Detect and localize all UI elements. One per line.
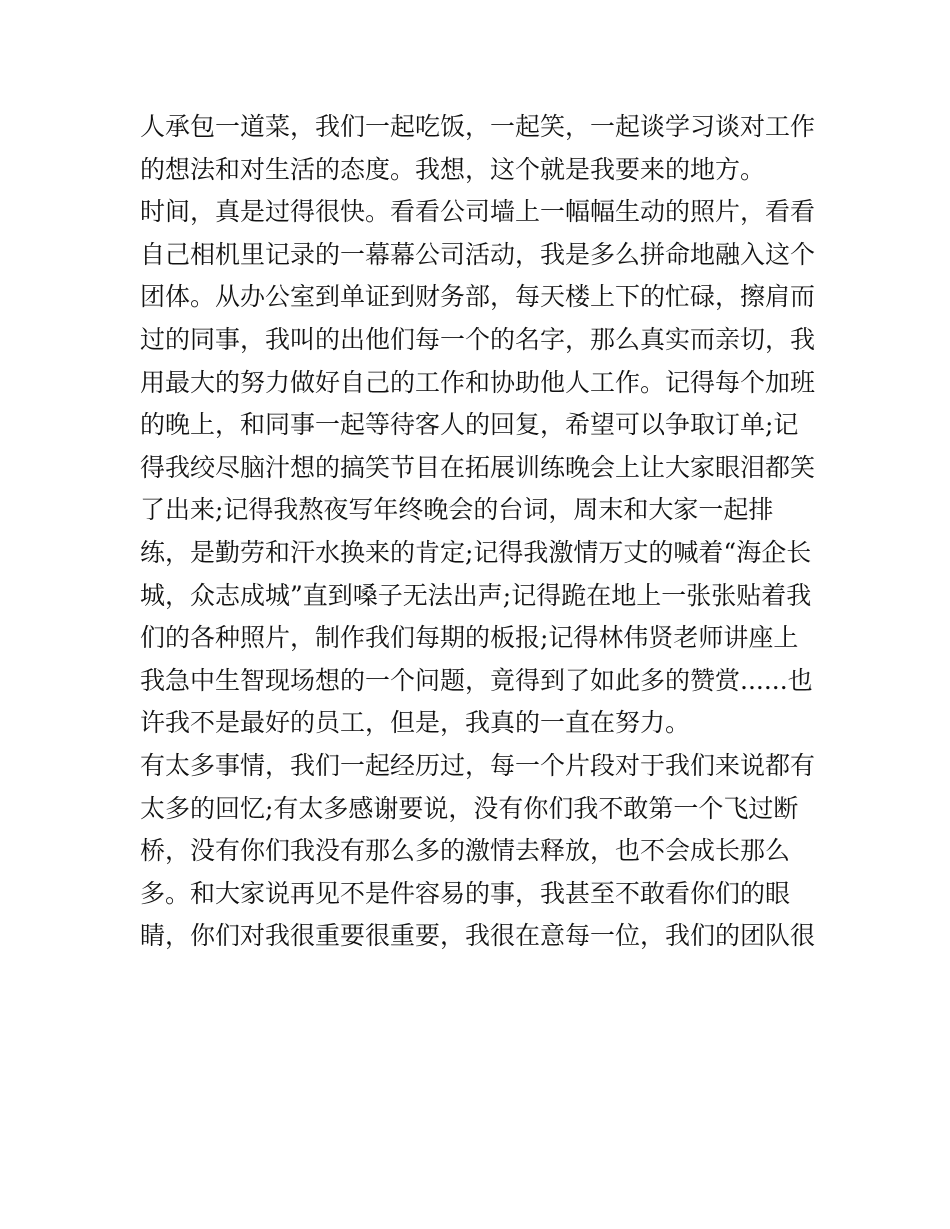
text-line-1: 人承包一道菜，我们一起吃饭，一起笑，一起谈学习谈对工作	[140, 112, 816, 141]
body-text	[140, 106, 820, 958]
text-line-16: 有太多事情，我们一起经历过，每一个片段对于我们来说都有	[140, 750, 816, 780]
text-line-17: 太多的回忆;有太多感谢要说，没有你们我不敢第一个飞过断	[140, 793, 799, 823]
text-line-8: 的晚上，和同事一起等待客人的回复，希望可以争取订单;记	[140, 410, 799, 440]
text-line-4: 自己相机里记录的一幕幕公司活动，我是多么拼命地融入这个	[140, 239, 816, 269]
text-line-9: 得我绞尽脑汁想的搞笑节目在拓展训练晚会上让大家眼泪都笑	[140, 452, 816, 482]
text-line-3: 时间，真是过得很快。看看公司墙上一幅幅生动的照片，看看	[140, 197, 816, 227]
text-line-13: 们的各种照片，制作我们每期的板报;记得林伟贤老师讲座上	[140, 623, 799, 653]
text-line-20: 睛，你们对我很重要很重要，我很在意每一位，我们的团队很	[140, 921, 816, 951]
text-line-14: 我急中生智现场想的一个问题，竟得到了如此多的赞赏......也	[140, 665, 813, 695]
text-line-10: 了出来;记得我熬夜写年终晚会的台词，周末和大家一起排	[140, 495, 774, 525]
text-line-19: 多。和大家说再见不是件容易的事，我甚至不敢看你们的眼	[140, 878, 791, 908]
text-line-7: 用最大的努力做好自己的工作和协助他人工作。记得每个加班	[140, 367, 816, 397]
text-line-15: 许我不是最好的员工，但是，我真的一直在努力。	[140, 708, 691, 738]
text-line-11: 练，是勤劳和汗水换来的肯定;记得我激情万丈的喊着“海企长	[140, 537, 812, 567]
text-line-6: 过的同事，我叫的出他们每一个的名字，那么真实而亲切，我	[140, 324, 816, 354]
text-line-2: 的想法和对生活的态度。我想，这个就是我要来的地方。	[140, 154, 766, 184]
text-line-12: 城，众志成城”直到嗓子无法出声;记得跪在地上一张张贴着我	[140, 580, 812, 610]
text-line-5: 团体。从办公室到单证到财务部，每天楼上下的忙碌，擦肩而	[140, 282, 816, 312]
text-line-18: 桥，没有你们我没有那么多的激情去释放，也不会成长那么	[140, 836, 791, 866]
